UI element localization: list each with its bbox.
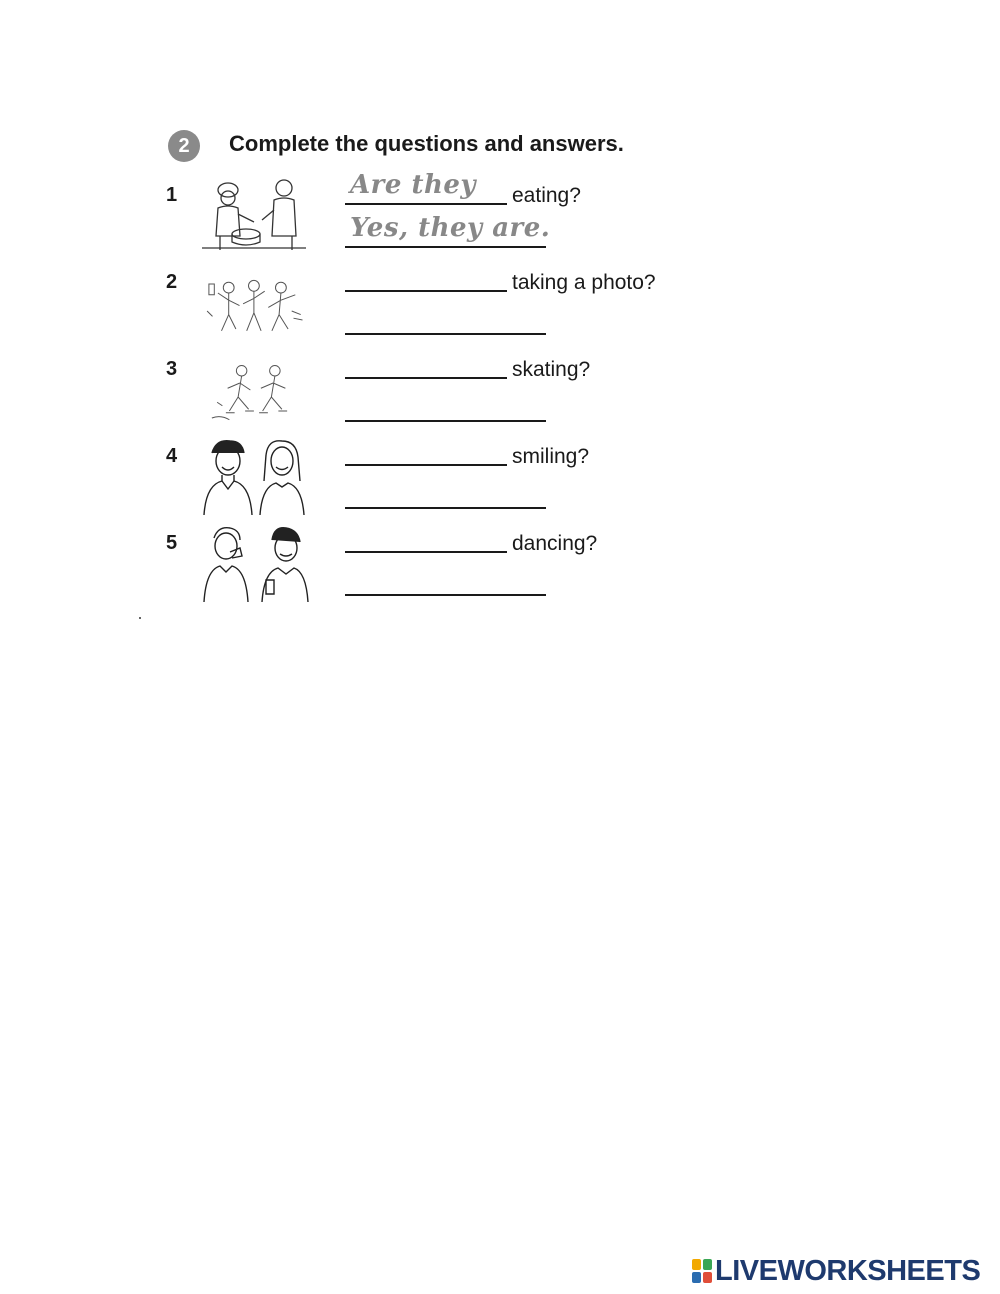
item-number: 3	[166, 358, 178, 380]
exercise-item	[0, 170, 1000, 271]
logo-square	[703, 1272, 712, 1283]
exercise-badge: 2	[168, 130, 200, 162]
question-text: eating?	[512, 184, 581, 207]
logo-square	[692, 1259, 701, 1270]
logo-square	[703, 1259, 712, 1270]
question-text: dancing?	[512, 532, 598, 555]
question-answer-line[interactable]	[345, 377, 507, 379]
exercise-instruction: Complete the questions and answers.	[229, 131, 624, 156]
question-text: smiling?	[512, 445, 590, 468]
question-text: skating?	[512, 358, 591, 381]
question-answer-text: Are they	[350, 170, 477, 200]
question-answer-line[interactable]	[345, 203, 507, 205]
exercise-item	[0, 445, 1000, 532]
answer-line[interactable]	[345, 507, 546, 509]
answer-line[interactable]	[345, 246, 546, 248]
exercise-item	[0, 532, 1000, 619]
children-skating-illustration	[196, 362, 310, 432]
answer-line[interactable]	[345, 333, 546, 335]
boy-and-girl-smiling-illustration	[196, 437, 310, 517]
question-answer-line[interactable]	[345, 290, 507, 292]
item-number: 1	[166, 184, 178, 206]
people-eating-cake-illustration	[196, 176, 310, 256]
item-number: 4	[166, 445, 178, 467]
liveworksheets-logo-icon	[692, 1259, 712, 1283]
exercise-item	[0, 271, 1000, 358]
exercise-item	[0, 358, 1000, 445]
answer-line[interactable]	[345, 594, 546, 596]
item-number: 2	[166, 271, 178, 293]
question-answer-line[interactable]	[345, 464, 507, 466]
children-drinking-illustration	[196, 524, 310, 604]
liveworksheets-logo	[692, 1256, 980, 1286]
scan-mark	[139, 617, 141, 619]
logo-square	[692, 1272, 701, 1283]
people-dancing-illustration	[196, 275, 310, 347]
answer-line[interactable]	[345, 420, 546, 422]
answer-text: Yes, they are.	[350, 213, 551, 243]
question-text: taking a photo?	[512, 271, 656, 294]
item-number: 5	[166, 532, 178, 554]
logo-text: LIVEWORKSHEETS	[715, 1254, 981, 1287]
question-answer-line[interactable]	[345, 551, 507, 553]
